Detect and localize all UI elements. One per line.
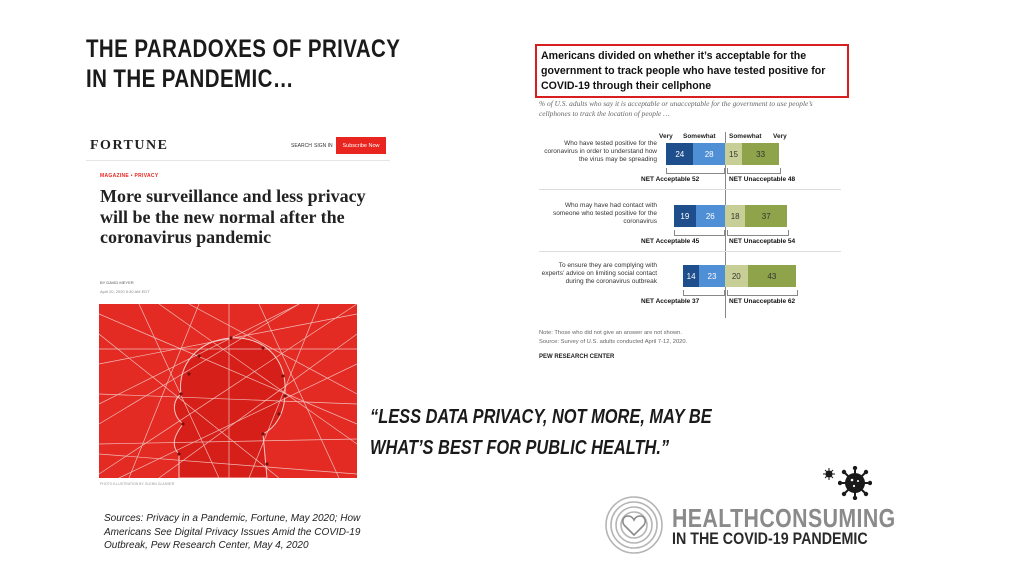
pew-chart — [527, 36, 857, 374]
virus-icon — [838, 466, 872, 500]
article-headline: More surveillance and less privacy will be the new normal after the coronavirus pandemic — [100, 186, 366, 247]
bar-segment: 14 — [683, 265, 699, 287]
unacceptable-brace — [727, 290, 798, 296]
net-acceptable-label: NET Acceptable 52 — [641, 176, 700, 183]
pew-note: Note: Those who did not give an answer are not shown. — [539, 330, 682, 336]
col-header-somewhat-acceptable: Somewhat — [683, 133, 716, 140]
pull-quote-line2: WHAT’S BEST FOR PUBLIC HEALTH.” — [370, 437, 670, 459]
fortune-logo: FORTUNE — [90, 138, 169, 153]
row-label: To ensure they are complying with experts’ advice on limiting social contact during the coronavirus outbreak — [541, 262, 657, 285]
sign-in-link[interactable]: SIGN IN — [314, 143, 333, 149]
unacceptable-brace — [727, 168, 781, 174]
pew-subtitle: % of U.S. adults who say it is acceptable or unacceptable for the government to use people’s cellphones to track the location of people … — [539, 99, 813, 118]
acceptable-brace — [674, 230, 725, 236]
net-unacceptable-label: NET Unacceptable 48 — [729, 176, 796, 183]
bar-segment: 24 — [666, 143, 693, 165]
bar-segment: 33 — [742, 143, 779, 165]
small-virus-icon — [823, 468, 835, 480]
photo-credit: PHOTO ILLUSTRATION BY GLENN GLASSER — [100, 482, 175, 486]
bar-segment: 20 — [725, 265, 748, 287]
col-header-somewhat-unacceptable: Somewhat — [729, 133, 762, 140]
sources-text: Sources: Privacy in a Pandemic, Fortune, May 2020; How Americans See Digital Privacy Issues Amid the COVID-19 Outbreak, Pew Research Center, May 4, 2020 — [104, 513, 361, 551]
pew-research-center: PEW RESEARCH CENTER — [539, 354, 615, 360]
pew-title: Americans divided on whether it’s acceptable for the government to track people who have tested positive for COVID-19 through their cellphone — [541, 50, 826, 92]
bar-segment: 43 — [748, 265, 797, 287]
bar-segment: 28 — [693, 143, 725, 165]
pull-quote-line1: “LESS DATA PRIVACY, NOT MORE, MAY BE — [370, 406, 712, 428]
logo-healthconsuming: HEALTHCONSUMING — [672, 503, 896, 533]
unacceptable-brace — [727, 230, 789, 236]
bar-segment: 19 — [674, 205, 695, 227]
logo-subtitle: IN THE COVID-19 PANDEMIC — [672, 529, 868, 548]
row-separator — [539, 189, 841, 190]
net-acceptable-label: NET Acceptable 37 — [641, 298, 700, 305]
article-category[interactable]: MAGAZINE • PRIVACY — [100, 173, 159, 179]
fortune-article — [86, 132, 390, 492]
acceptable-brace — [683, 290, 725, 296]
heart-circle-logo-icon — [604, 495, 664, 555]
row-label: Who have tested positive for the coronavirus in order to understand how the virus may be spreading — [544, 140, 657, 163]
slide-title-line2: IN THE PANDEMIC… — [86, 65, 294, 93]
row-separator — [539, 251, 841, 252]
bar-segment: 26 — [696, 205, 725, 227]
fortune-header — [86, 132, 390, 161]
net-unacceptable-label: NET Unacceptable 54 — [729, 238, 796, 245]
article-byline: BY DAVID MEYER — [100, 280, 134, 285]
head-network-illustration — [99, 304, 357, 478]
bar-segment: 37 — [745, 205, 787, 227]
pew-title-highlight — [535, 44, 849, 98]
pull-quote — [370, 402, 712, 464]
net-acceptable-label: NET Acceptable 45 — [641, 238, 700, 245]
col-header-very-acceptable: Very — [659, 133, 673, 140]
row-label: Who may have had contact with someone who tested positive for the coronavirus — [552, 202, 657, 225]
acceptable-brace — [666, 168, 725, 174]
bar-segment: 23 — [699, 265, 725, 287]
slide-title-line1: THE PARADOXES OF PRIVACY — [86, 35, 401, 63]
search-link[interactable]: SEARCH — [291, 143, 312, 149]
bar-segment: 15 — [725, 143, 742, 165]
head-silhouette-icon — [99, 304, 357, 478]
article-date: April 20, 2020 5:30 AM EDT — [100, 289, 150, 294]
pew-source: Source: Survey of U.S. adults conducted April 7-12, 2020. — [539, 339, 688, 345]
col-header-very-unacceptable: Very — [773, 133, 787, 140]
net-unacceptable-label: NET Unacceptable 62 — [729, 298, 796, 305]
subscribe-button[interactable]: Subscribe Now — [336, 137, 386, 154]
slide-title — [86, 34, 400, 94]
bar-segment: 18 — [725, 205, 745, 227]
